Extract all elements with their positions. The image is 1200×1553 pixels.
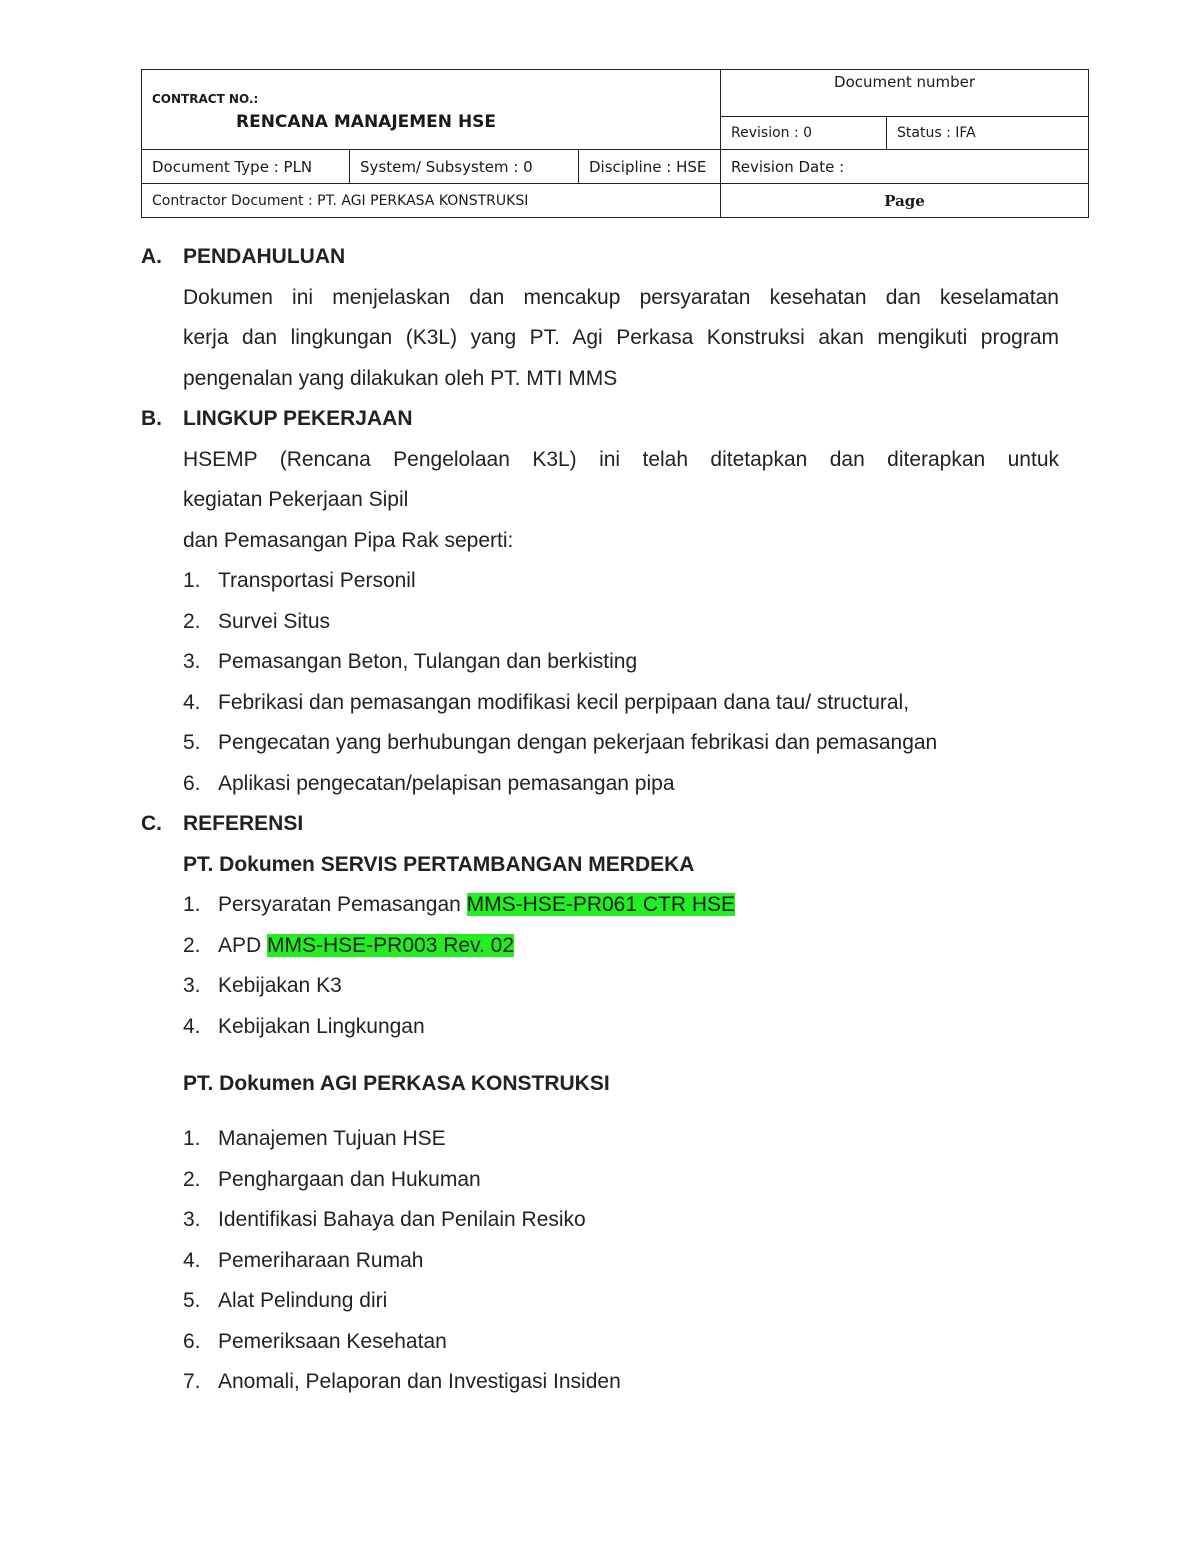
system-cell: System/ Subsystem : 0	[350, 150, 579, 184]
list-item: 1. Persyaratan Pemasangan MMS-HSE-PR061 CTR HSE	[183, 893, 736, 916]
section-a-paragraph-line: Dokumen ini menjelaskan dan mencakup persyaratan kesehatan dan keselamatan	[183, 286, 1059, 309]
document-type-cell: Document Type : PLN	[142, 150, 350, 184]
list-item: 3. Pemasangan Beton, Tulangan dan berkisting	[183, 650, 638, 673]
list-item: 5. Alat Pelindung diri	[183, 1289, 388, 1312]
list-item: 5. Pengecatan yang berhubungan dengan pekerjaan febrikasi dan pemasangan	[183, 731, 938, 754]
list-item: 2. Survei Situs	[183, 610, 331, 633]
list-item: 1. Manajemen Tujuan HSE	[183, 1127, 446, 1150]
list-item: 4. Febrikasi dan pemasangan modifikasi kecil perpipaan dana tau/ structural,	[183, 691, 910, 714]
revision-cell: Revision : 0	[721, 117, 887, 150]
contract-title-cell	[142, 70, 721, 150]
section-a-heading: A. PENDAHULUAN	[141, 245, 346, 268]
page-label: Page	[721, 184, 1089, 218]
highlighted-reference: MMS-HSE-PR061 CTR HSE	[466, 893, 736, 916]
section-b-paragraph-line: HSEMP (Rencana Pengelolaan K3L) ini telah ditetapkan dan diterapkan untuk	[183, 448, 1059, 471]
document-number-label: Document number	[721, 70, 1089, 117]
section-b-heading: B. LINGKUP PEKERJAAN	[141, 407, 413, 430]
list-item: 4. Pemeriharaan Rumah	[183, 1249, 424, 1272]
section-b-paragraph-line: kegiatan Pekerjaan Sipil	[183, 488, 409, 511]
list-item: 2. Penghargaan dan Hukuman	[183, 1168, 481, 1191]
section-b-paragraph-line: dan Pemasangan Pipa Rak seperti:	[183, 529, 514, 552]
list-item: 2. APD MMS-HSE-PR003 Rev. 02	[183, 934, 515, 957]
revision-date-cell: Revision Date :	[721, 150, 1089, 184]
status-cell: Status : IFA	[887, 117, 1089, 150]
document-header-table	[141, 69, 1089, 218]
discipline-cell: Discipline : HSE	[579, 150, 721, 184]
subsection-heading: PT. Dokumen AGI PERKASA KONSTRUKSI	[183, 1072, 610, 1095]
section-a-paragraph-line: kerja dan lingkungan (K3L) yang PT. Agi Perkasa Konstruksi akan mengikuti program	[183, 326, 1059, 349]
subsection-heading: PT. Dokumen SERVIS PERTAMBANGAN MERDEKA	[183, 853, 695, 876]
section-c-heading: C. REFERENSI	[141, 812, 304, 835]
list-item: 3. Identifikasi Bahaya dan Penilain Resiko	[183, 1208, 586, 1231]
list-item: 1. Transportasi Personil	[183, 569, 416, 592]
contract-label: CONTRACT NO.:	[152, 91, 259, 106]
contractor-document-cell: Contractor Document : PT. AGI PERKASA KONSTRUKSI	[142, 184, 721, 218]
section-a-paragraph-line: pengenalan yang dilakukan oleh PT. MTI MMS	[183, 367, 618, 390]
list-item: 7. Anomali, Pelaporan dan Investigasi Insiden	[183, 1370, 621, 1393]
list-item: 3. Kebijakan K3	[183, 974, 342, 997]
list-item: 6. Pemeriksaan Kesehatan	[183, 1330, 447, 1353]
highlighted-reference: MMS-HSE-PR003 Rev. 02	[267, 934, 515, 957]
list-item: 4. Kebijakan Lingkungan	[183, 1015, 425, 1038]
list-item: 6. Aplikasi pengecatan/pelapisan pemasangan pipa	[183, 772, 675, 795]
document-title: RENCANA MANAJEMEN HSE	[236, 111, 497, 132]
